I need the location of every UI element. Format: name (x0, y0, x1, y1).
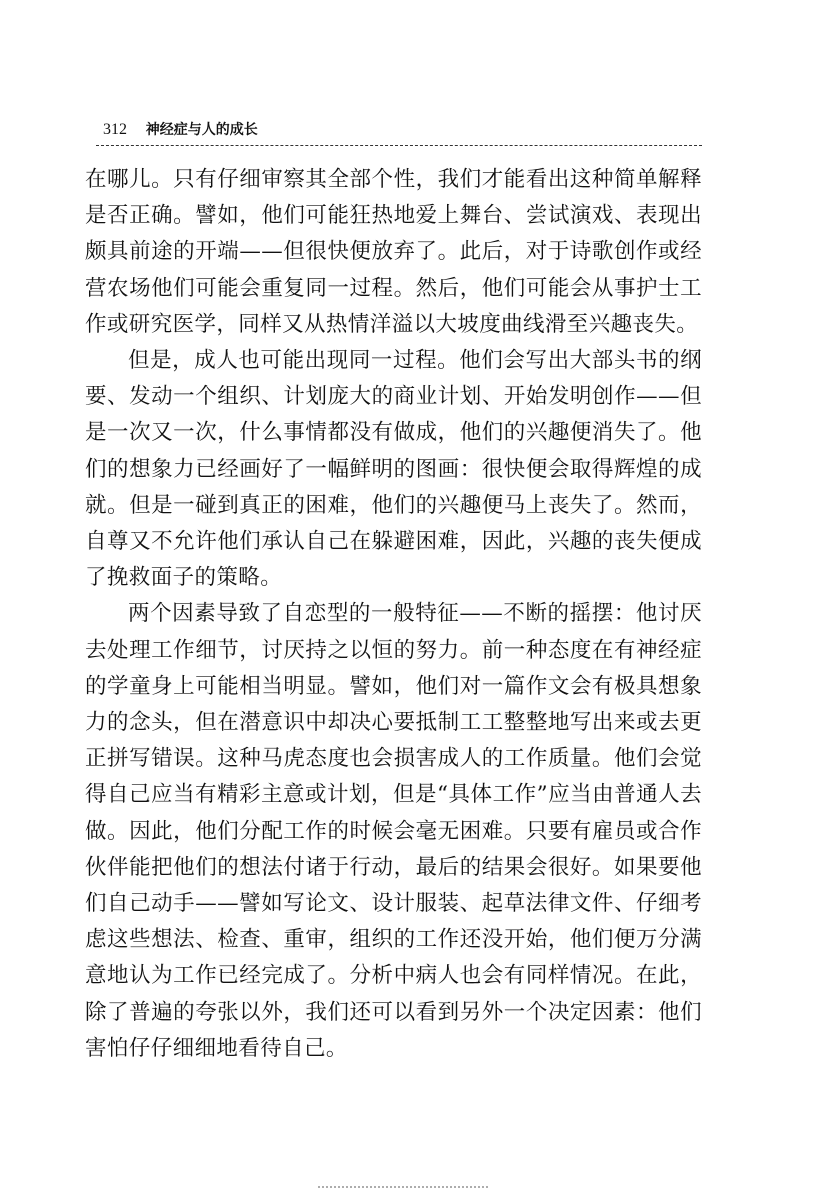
header-divider (96, 145, 702, 146)
paragraph-1: 在哪儿。只有仔细审察其全部个性，我们才能看出这种简单解释是否正确。譬如，他们可能狂热地爱上舞台、尝试演戏、表现出颇具前途的开端——但很快便放弃了。此后，对于诗歌创作或经营农场他们可能会重复同一过程。然后，他们可能会从事护士工作或研究医学，同样又从热情洋溢以大坡度曲线滑至兴趣丧失。 (85, 167, 702, 337)
paragraph-2: 但是，成人也可能出现同一过程。他们会写出大部头书的纲要、发动一个组织、计划庞大的商业计划、开始发明创作——但是一次又一次，什么事情都没有做成，他们的兴趣便消失了。他们的想象力已经画好了一幅鲜明的图画：很快便会取得辉煌的成就。但是一碰到真正的困难，他们的兴趣便马上丧失了。然而，自尊又不允许他们承认自己在躲避困难，因此，兴趣的丧失便成了挽救面子的策略。 (85, 348, 702, 591)
page-number: 312 (103, 121, 127, 138)
book-title: 神经症与人的成长 (145, 122, 258, 138)
scan-artifact (318, 1186, 488, 1196)
running-head (103, 118, 703, 140)
paragraph-3: 两个因素导致了自恋型的一般特征——不断的摇摆：他讨厌去处理工作细节，讨厌持之以恒的努力。前一种态度在有神经症的学童身上可能相当明显。譬如，他们对一篇作文会有极具想象力的念头，但在潜意识中却决心要抵制工工整整地写出来或去更正拼写错误。这种马虎态度也会损害成人的工作质量。他们会觉得自己应当有精彩主意或计划，但是“具体工作”应当由普通人去做。因此，他们分配工作的时候会毫无困难。只要有雇员或合作伙伴能把他们的想法付诸于行动，最后的结果会很好。如果要他们自己动手——譬如写论文、设计服装、起草法律文件、仔细考虑这些想法、检查、重审，组织的工作还没开始，他们便万分满意地认为工作已经完成了。分析中病人也会有同样情况。在此，除了普遍的夸张以外，我们还可以看到另外一个决定因素：他们害怕仔仔细细地看待自己。 (85, 601, 702, 1061)
body-text (85, 162, 702, 1067)
